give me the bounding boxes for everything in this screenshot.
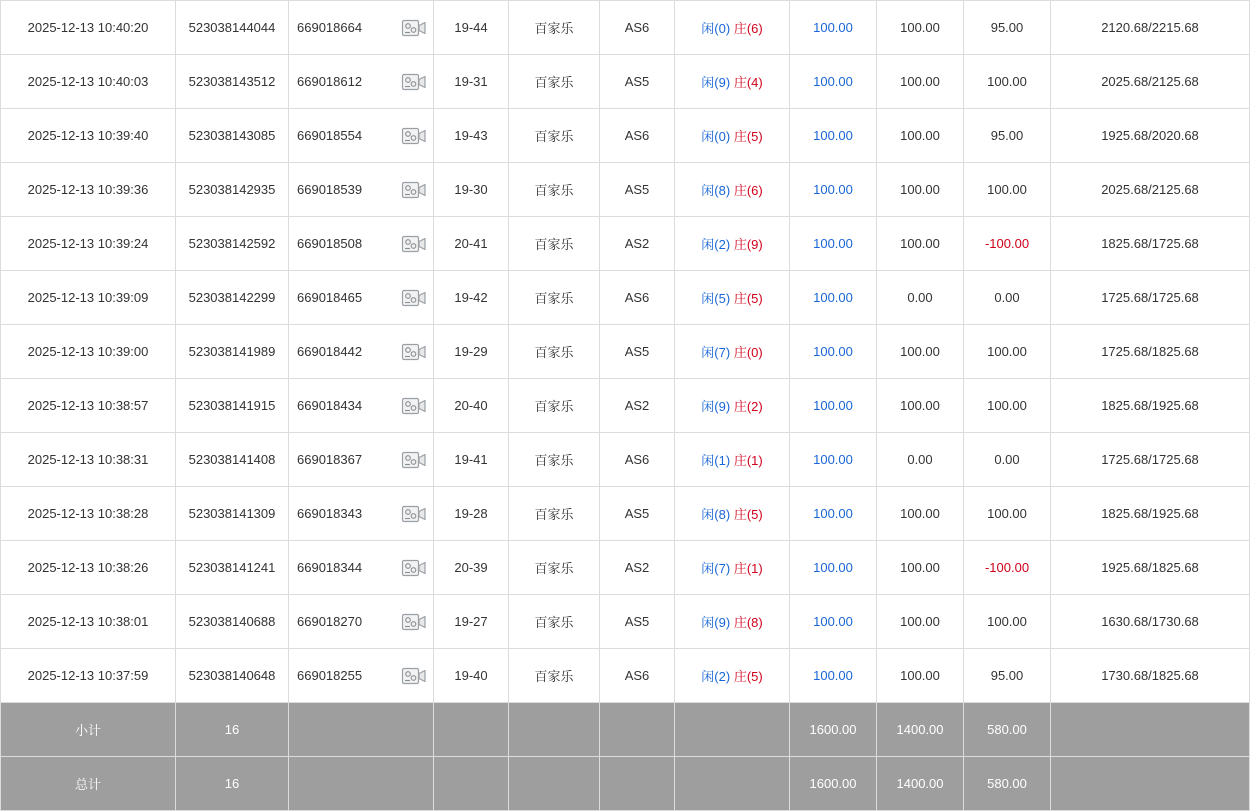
cell-result: 95.00 [964, 1, 1051, 55]
cell-balance: 1825.68/1925.68 [1051, 379, 1250, 433]
cell-valid-bet: 100.00 [877, 163, 964, 217]
video-icon[interactable] [401, 232, 427, 256]
cell-amount: 100.00 [790, 541, 877, 595]
bet-banker[interactable]: 庄(4) [733, 75, 763, 90]
round-number: 669018508 [297, 236, 363, 251]
video-icon[interactable] [401, 394, 427, 418]
cell-balance: 1630.68/1730.68 [1051, 595, 1250, 649]
bet-banker[interactable]: 庄(9) [733, 237, 763, 252]
bet-banker[interactable]: 庄(1) [733, 561, 763, 576]
subtotal-row-label: 小计 [1, 703, 176, 757]
cell-dealer: AS6 [600, 1, 675, 55]
cell-bet-detail [675, 649, 790, 703]
bet-player[interactable]: 闲(0) [701, 21, 731, 36]
subtotal-row-blank-detail [675, 703, 790, 757]
cell-amount: 100.00 [790, 55, 877, 109]
bet-player[interactable]: 闲(5) [701, 291, 731, 306]
round-number: 669018442 [297, 344, 363, 359]
cell-valid-bet: 0.00 [877, 433, 964, 487]
cell-valid-bet: 100.00 [877, 325, 964, 379]
cell-bet-detail [675, 487, 790, 541]
video-icon[interactable] [401, 124, 427, 148]
bet-player[interactable]: 闲(9) [701, 399, 731, 414]
subtotal-row [1, 703, 1250, 757]
cell-amount: 100.00 [790, 649, 877, 703]
round-number: 669018367 [297, 452, 363, 467]
video-icon[interactable] [401, 448, 427, 472]
bet-player[interactable]: 闲(9) [701, 75, 731, 90]
bet-player[interactable]: 闲(2) [701, 669, 731, 684]
bet-banker[interactable]: 庄(1) [733, 453, 763, 468]
cell-bet-detail [675, 595, 790, 649]
cell-game: 百家乐 [509, 55, 600, 109]
cell-bet-id: 523038143512 [176, 55, 289, 109]
cell-bet-detail [675, 325, 790, 379]
cell-round [289, 649, 434, 703]
cell-balance: 1725.68/1825.68 [1051, 325, 1250, 379]
video-icon[interactable] [401, 70, 427, 94]
cell-time: 2025-12-13 10:38:26 [1, 541, 176, 595]
bet-player[interactable]: 闲(8) [701, 507, 731, 522]
cell-dealer: AS5 [600, 163, 675, 217]
cell-bet-id: 523038144044 [176, 1, 289, 55]
video-icon[interactable] [401, 664, 427, 688]
cell-game: 百家乐 [509, 595, 600, 649]
cell-table-no: 19-43 [434, 109, 509, 163]
cell-round [289, 217, 434, 271]
cell-balance: 1925.68/2020.68 [1051, 109, 1250, 163]
video-icon[interactable] [401, 502, 427, 526]
cell-bet-id: 523038141915 [176, 379, 289, 433]
cell-bet-id: 523038141309 [176, 487, 289, 541]
cell-bet-id: 523038141408 [176, 433, 289, 487]
cell-time: 2025-12-13 10:39:00 [1, 325, 176, 379]
cell-game: 百家乐 [509, 217, 600, 271]
cell-game: 百家乐 [509, 433, 600, 487]
bet-player[interactable]: 闲(2) [701, 237, 731, 252]
cell-round [289, 541, 434, 595]
total-row-blank-table [434, 757, 509, 811]
table-row [1, 595, 1250, 649]
cell-dealer: AS2 [600, 541, 675, 595]
cell-time: 2025-12-13 10:38:31 [1, 433, 176, 487]
bet-banker[interactable]: 庄(2) [733, 399, 763, 414]
cell-round [289, 163, 434, 217]
cell-bet-detail [675, 163, 790, 217]
subtotal-row-blank-balance [1051, 703, 1250, 757]
cell-amount: 100.00 [790, 217, 877, 271]
round-number: 669018664 [297, 20, 363, 35]
video-icon[interactable] [401, 340, 427, 364]
cell-amount: 100.00 [790, 595, 877, 649]
cell-result: 0.00 [964, 271, 1051, 325]
bet-player[interactable]: 闲(0) [701, 129, 731, 144]
bet-banker[interactable]: 庄(6) [733, 21, 763, 36]
cell-dealer: AS5 [600, 325, 675, 379]
cell-round [289, 595, 434, 649]
total-row-blank-round [289, 757, 434, 811]
total-row-result: 580.00 [964, 757, 1051, 811]
cell-dealer: AS5 [600, 487, 675, 541]
cell-balance: 2120.68/2215.68 [1051, 1, 1250, 55]
cell-game: 百家乐 [509, 379, 600, 433]
round-number: 669018270 [297, 614, 363, 629]
cell-time: 2025-12-13 10:38:57 [1, 379, 176, 433]
table-row [1, 325, 1250, 379]
cell-amount: 100.00 [790, 163, 877, 217]
cell-dealer: AS2 [600, 379, 675, 433]
cell-game: 百家乐 [509, 1, 600, 55]
cell-table-no: 20-40 [434, 379, 509, 433]
cell-balance: 1725.68/1725.68 [1051, 271, 1250, 325]
round-number: 669018612 [297, 74, 363, 89]
cell-time: 2025-12-13 10:39:24 [1, 217, 176, 271]
cell-valid-bet: 100.00 [877, 55, 964, 109]
round-number: 669018465 [297, 290, 363, 305]
cell-valid-bet: 0.00 [877, 271, 964, 325]
cell-valid-bet: 100.00 [877, 109, 964, 163]
cell-valid-bet: 100.00 [877, 649, 964, 703]
cell-balance: 2025.68/2125.68 [1051, 163, 1250, 217]
cell-round [289, 379, 434, 433]
total-row-amount: 1600.00 [790, 757, 877, 811]
subtotal-row-count: 16 [176, 703, 289, 757]
cell-amount: 100.00 [790, 433, 877, 487]
cell-amount: 100.00 [790, 271, 877, 325]
cell-table-no: 19-41 [434, 433, 509, 487]
cell-table-no: 19-30 [434, 163, 509, 217]
table-row [1, 379, 1250, 433]
cell-bet-detail [675, 433, 790, 487]
cell-valid-bet: 100.00 [877, 595, 964, 649]
bet-banker[interactable]: 庄(6) [733, 183, 763, 198]
table-row [1, 649, 1250, 703]
cell-bet-id: 523038141241 [176, 541, 289, 595]
cell-valid-bet: 100.00 [877, 1, 964, 55]
total-row-label: 总计 [1, 757, 176, 811]
cell-time: 2025-12-13 10:37:59 [1, 649, 176, 703]
cell-dealer: AS6 [600, 271, 675, 325]
cell-round [289, 109, 434, 163]
round-number: 669018255 [297, 668, 363, 683]
cell-dealer: AS6 [600, 109, 675, 163]
cell-time: 2025-12-13 10:38:28 [1, 487, 176, 541]
cell-round [289, 433, 434, 487]
cell-amount: 100.00 [790, 379, 877, 433]
bet-banker[interactable]: 庄(5) [733, 669, 763, 684]
cell-amount: 100.00 [790, 109, 877, 163]
cell-table-no: 20-39 [434, 541, 509, 595]
cell-game: 百家乐 [509, 325, 600, 379]
total-row-blank-balance [1051, 757, 1250, 811]
cell-table-no: 19-28 [434, 487, 509, 541]
cell-time: 2025-12-13 10:39:09 [1, 271, 176, 325]
cell-dealer: AS2 [600, 217, 675, 271]
round-number: 669018434 [297, 398, 363, 413]
cell-valid-bet: 100.00 [877, 217, 964, 271]
bet-player[interactable]: 闲(7) [701, 561, 731, 576]
video-icon[interactable] [401, 178, 427, 202]
cell-result: 100.00 [964, 163, 1051, 217]
cell-result: 100.00 [964, 595, 1051, 649]
bet-banker[interactable]: 庄(5) [733, 507, 763, 522]
cell-result: 95.00 [964, 649, 1051, 703]
cell-dealer: AS5 [600, 595, 675, 649]
video-icon[interactable] [401, 286, 427, 310]
cell-round [289, 1, 434, 55]
cell-table-no: 19-40 [434, 649, 509, 703]
cell-amount: 100.00 [790, 487, 877, 541]
cell-balance: 1925.68/1825.68 [1051, 541, 1250, 595]
cell-valid-bet: 100.00 [877, 487, 964, 541]
cell-bet-detail [675, 1, 790, 55]
cell-valid-bet: 100.00 [877, 541, 964, 595]
total-row-count: 16 [176, 757, 289, 811]
round-number: 669018554 [297, 128, 363, 143]
bet-player[interactable]: 闲(9) [701, 615, 731, 630]
cell-dealer: AS6 [600, 649, 675, 703]
video-icon[interactable] [401, 16, 427, 40]
subtotal-row-valid: 1400.00 [877, 703, 964, 757]
cell-round [289, 325, 434, 379]
cell-game: 百家乐 [509, 649, 600, 703]
bet-player[interactable]: 闲(7) [701, 345, 731, 360]
cell-bet-id: 523038142299 [176, 271, 289, 325]
cell-balance: 2025.68/2125.68 [1051, 55, 1250, 109]
table-row [1, 541, 1250, 595]
table-row [1, 487, 1250, 541]
cell-bet-id: 523038143085 [176, 109, 289, 163]
table-row [1, 109, 1250, 163]
bet-banker[interactable]: 庄(5) [733, 129, 763, 144]
table-row [1, 271, 1250, 325]
cell-game: 百家乐 [509, 163, 600, 217]
cell-result: 100.00 [964, 55, 1051, 109]
round-number: 669018539 [297, 182, 363, 197]
cell-bet-id: 523038142935 [176, 163, 289, 217]
cell-amount: 100.00 [790, 1, 877, 55]
cell-result: 0.00 [964, 433, 1051, 487]
cell-bet-id: 523038140688 [176, 595, 289, 649]
cell-game: 百家乐 [509, 487, 600, 541]
table-row [1, 163, 1250, 217]
cell-result: -100.00 [964, 541, 1051, 595]
cell-bet-detail [675, 379, 790, 433]
bet-banker[interactable]: 庄(0) [733, 345, 763, 360]
subtotal-row-blank-dealer [600, 703, 675, 757]
total-row-blank-detail [675, 757, 790, 811]
cell-game: 百家乐 [509, 541, 600, 595]
cell-game: 百家乐 [509, 109, 600, 163]
cell-time: 2025-12-13 10:39:36 [1, 163, 176, 217]
cell-bet-detail [675, 541, 790, 595]
cell-balance: 1730.68/1825.68 [1051, 649, 1250, 703]
cell-balance: 1825.68/1925.68 [1051, 487, 1250, 541]
cell-result: 100.00 [964, 487, 1051, 541]
cell-game: 百家乐 [509, 271, 600, 325]
cell-dealer: AS6 [600, 433, 675, 487]
cell-table-no: 19-27 [434, 595, 509, 649]
cell-valid-bet: 100.00 [877, 379, 964, 433]
cell-amount: 100.00 [790, 325, 877, 379]
cell-time: 2025-12-13 10:38:01 [1, 595, 176, 649]
round-number: 669018344 [297, 560, 363, 575]
cell-bet-id: 523038140648 [176, 649, 289, 703]
cell-table-no: 19-42 [434, 271, 509, 325]
bet-player[interactable]: 闲(8) [701, 183, 731, 198]
cell-balance: 1825.68/1725.68 [1051, 217, 1250, 271]
video-icon[interactable] [401, 556, 427, 580]
subtotal-row-blank-game [509, 703, 600, 757]
cell-table-no: 20-41 [434, 217, 509, 271]
cell-bet-detail [675, 217, 790, 271]
table-row [1, 1, 1250, 55]
cell-time: 2025-12-13 10:40:20 [1, 1, 176, 55]
cell-bet-id: 523038141989 [176, 325, 289, 379]
cell-result: 95.00 [964, 109, 1051, 163]
cell-table-no: 19-31 [434, 55, 509, 109]
cell-bet-id: 523038142592 [176, 217, 289, 271]
cell-dealer: AS5 [600, 55, 675, 109]
cell-table-no: 19-29 [434, 325, 509, 379]
total-row-valid: 1400.00 [877, 757, 964, 811]
total-row-blank-game [509, 757, 600, 811]
cell-result: 100.00 [964, 325, 1051, 379]
subtotal-row-blank-round [289, 703, 434, 757]
cell-time: 2025-12-13 10:39:40 [1, 109, 176, 163]
cell-bet-detail [675, 109, 790, 163]
cell-bet-detail [675, 271, 790, 325]
cell-time: 2025-12-13 10:40:03 [1, 55, 176, 109]
cell-bet-detail [675, 55, 790, 109]
video-icon[interactable] [401, 610, 427, 634]
table-body [1, 1, 1250, 811]
cell-round [289, 271, 434, 325]
table-row [1, 55, 1250, 109]
cell-result: 100.00 [964, 379, 1051, 433]
cell-round [289, 55, 434, 109]
total-row-blank-dealer [600, 757, 675, 811]
table-row [1, 433, 1250, 487]
subtotal-row-amount: 1600.00 [790, 703, 877, 757]
cell-table-no: 19-44 [434, 1, 509, 55]
cell-result: -100.00 [964, 217, 1051, 271]
bet-banker[interactable]: 庄(8) [733, 615, 763, 630]
round-number: 669018343 [297, 506, 363, 521]
cell-round [289, 487, 434, 541]
total-row [1, 757, 1250, 811]
subtotal-row-result: 580.00 [964, 703, 1051, 757]
bet-banker[interactable]: 庄(5) [733, 291, 763, 306]
subtotal-row-blank-table [434, 703, 509, 757]
table-row [1, 217, 1250, 271]
cell-balance: 1725.68/1725.68 [1051, 433, 1250, 487]
bet-player[interactable]: 闲(1) [701, 453, 731, 468]
